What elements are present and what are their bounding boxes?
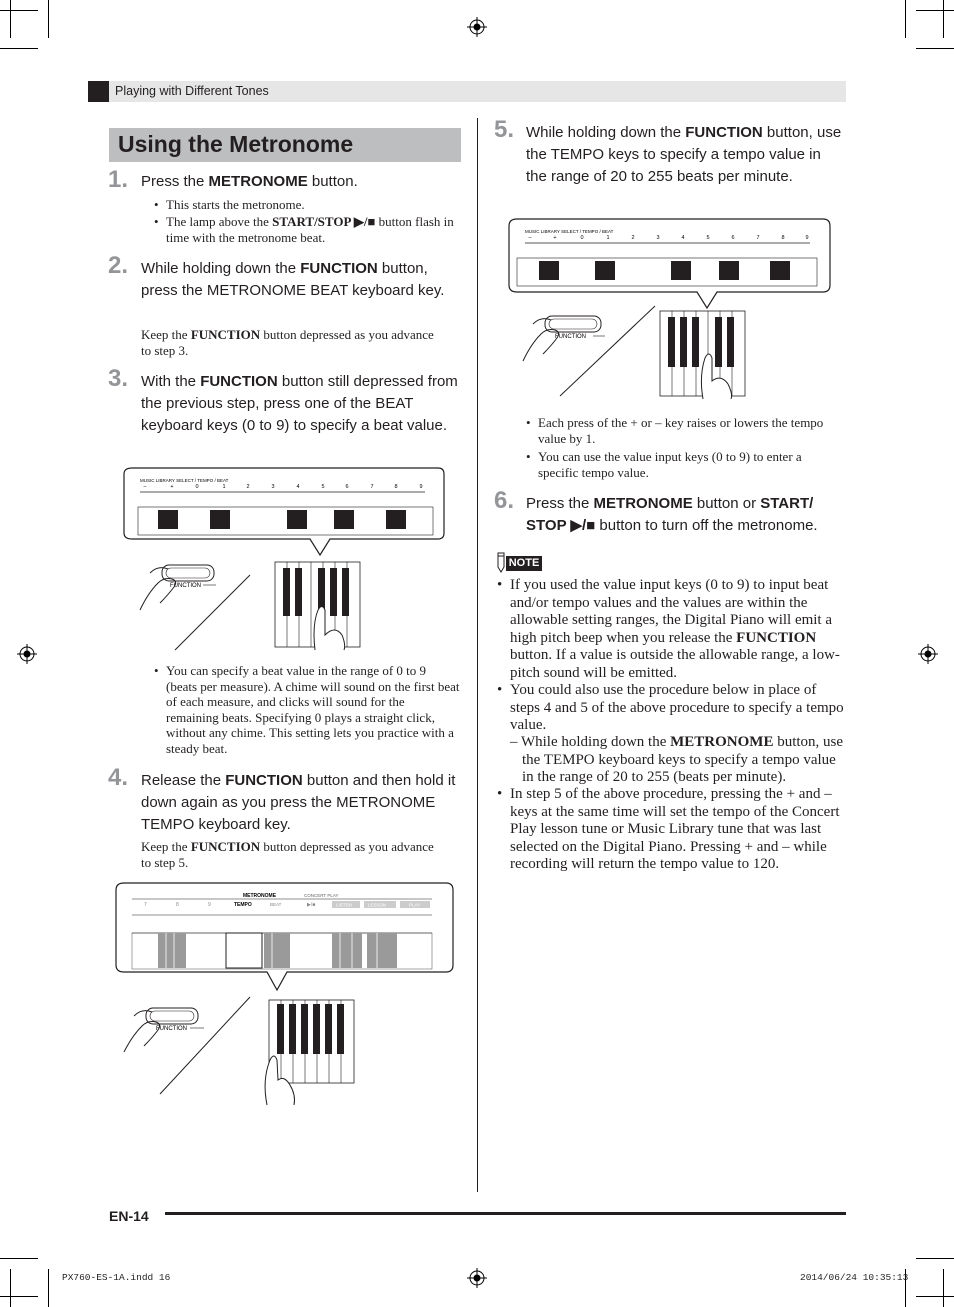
- key-label: 4: [296, 484, 300, 490]
- key-label: 5: [706, 235, 710, 241]
- key-label: 9: [419, 484, 423, 490]
- beat-label: BEAT: [270, 902, 282, 907]
- registration-mark-top: [467, 17, 487, 37]
- key-label: 6: [731, 235, 735, 241]
- step-number-6: 6.: [494, 487, 515, 514]
- note-item-2-sub: – While holding down the METRONOME button, use the TEMPO keyboard keys to specify a tempo value in the range of 20 to 255 (beats per minute).: [510, 734, 844, 785]
- key-label: 8: [781, 235, 785, 241]
- key-label: 6: [345, 484, 349, 490]
- registration-mark-bottom: [467, 1268, 487, 1288]
- step-1-bullet-1: • This starts the metronome.: [154, 197, 305, 212]
- step-6-text: Press the METRONOME button or START/ STOP ▶/■ button to turn off the metronome.: [526, 495, 818, 534]
- registration-mark-left: [17, 644, 37, 664]
- step-2-note: Keep the FUNCTION button depressed as you advance to step 3.: [141, 327, 434, 358]
- panel-label: MUSIC LIBRARY SELECT / TEMPO / BEAT: [525, 229, 614, 234]
- step-number-2: 2.: [108, 252, 129, 279]
- step-number-5: 5.: [494, 116, 515, 143]
- key-label: 7: [370, 484, 374, 490]
- tempo-key-illustration: [112, 880, 458, 1110]
- footer-rule: [165, 1212, 846, 1215]
- section-title: Using the Metronome: [118, 131, 354, 157]
- key-label: 2: [246, 484, 250, 490]
- running-header-block: [88, 81, 109, 102]
- key-label: –: [143, 484, 147, 490]
- key-label: 2: [631, 235, 635, 241]
- function-label: FUNCTION: [170, 583, 201, 589]
- key-label: 1: [222, 484, 226, 490]
- column-divider: [477, 118, 478, 1192]
- step-4-text: Release the FUNCTION button and then hold it down again as you press the METRONOME TEMPO keyboard key.: [141, 772, 456, 833]
- function-label: FUNCTION: [156, 1026, 187, 1032]
- step-1-text: Press the METRONOME button.: [141, 173, 358, 190]
- startstop-label: ▶/■: [307, 902, 316, 908]
- step-2-text: While holding down the FUNCTION button, press the METRONOME BEAT keyboard key.: [141, 260, 445, 299]
- page-number: EN-14: [109, 1208, 149, 1224]
- key-label: +: [170, 484, 174, 490]
- registration-mark-right: [918, 644, 938, 664]
- slug-file: PX760-ES-1A.indd 16: [62, 1272, 171, 1283]
- note-item-1: • If you used the value input keys (0 to 9) to input beat and/or tempo values and the values are within the allowable setting ranges, the Digital Piano will emit a high pitch beep when you release the FUNCTION button. If a value is outside the allowable range, a low-pitch sound will be emitted.: [497, 577, 840, 681]
- step-5-bullet-2: • You can use the value input keys (0 to 9) to enter a specific tempo value.: [526, 449, 802, 480]
- key-label: 9: [805, 235, 809, 241]
- note-badge: NOTE: [506, 556, 542, 571]
- key-label: 3: [656, 235, 660, 241]
- step-5-bullet-1: • Each press of the + or – key raises or lowers the tempo value by 1.: [526, 415, 824, 446]
- key-label: 8: [394, 484, 398, 490]
- lesson-label: LESSON: [368, 902, 387, 908]
- step-3-bullet: • You can specify a beat value in the range of 0 to 9 (beats per measure). A chime will sound on the first beat of each measure, and clicks will sound for the remaining beats. Specifying 0 plays a straight click, without any chime. This setting lets you practice with a steady beat.: [154, 663, 460, 756]
- key-label: –: [528, 235, 532, 241]
- step-3-text: With the FUNCTION button still depressed from the previous step, press one of the BEAT keyboard keys (0 to 9) to specify a beat value.: [141, 373, 458, 434]
- key-label: 5: [321, 484, 325, 490]
- key-label: 3: [271, 484, 275, 490]
- step-number-1: 1.: [108, 166, 129, 193]
- tempo-keys-illustration: [505, 216, 835, 406]
- panel-label: MUSIC LIBRARY SELECT / TEMPO / BEAT: [140, 478, 229, 483]
- metronome-label: METRONOME: [243, 893, 277, 899]
- step-5-text: While holding down the FUNCTION button, use the TEMPO keys to specify a tempo value in the range of 20 to 255 beats per minute.: [526, 124, 842, 185]
- key-label: 0: [195, 484, 199, 490]
- note-item-3: • In step 5 of the above procedure, pressing the + and – keys at the same time will set the tempo of the Concert Play lesson tune or Music Library tune that was last selected on the Digital Piano. Pressing + and – while recording will return the tempo value to 120.: [497, 786, 840, 872]
- key-label: 8: [176, 902, 179, 908]
- note-item-2: • You could also use the procedure below in place of steps 4 and 5 of the above procedure to specify a tempo value.: [497, 682, 844, 733]
- step-4-note: Keep the FUNCTION button depressed as you advance to step 5.: [141, 839, 434, 870]
- step-number-3: 3.: [108, 365, 129, 392]
- listen-label: LISTEN: [336, 902, 352, 908]
- key-label: 7: [756, 235, 760, 241]
- key-label: +: [553, 235, 557, 241]
- running-header-text: Playing with Different Tones: [115, 84, 269, 98]
- function-label: FUNCTION: [555, 334, 586, 340]
- key-label: 7: [144, 902, 147, 908]
- key-label: 4: [681, 235, 685, 241]
- step-number-4: 4.: [108, 764, 129, 791]
- slug-date: 2014/06/24 10:35:13: [800, 1272, 909, 1283]
- key-label: 1: [606, 235, 610, 241]
- key-label: 0: [580, 235, 584, 241]
- play-label: PLAY: [409, 902, 421, 908]
- concert-play-label: CONCERT PLAY: [304, 893, 339, 898]
- tempo-label: TEMPO: [234, 902, 252, 908]
- key-label: 9: [208, 902, 211, 908]
- beat-keys-illustration: [120, 465, 450, 655]
- section-title-box: [109, 128, 461, 162]
- step-1-bullet-2: • The lamp above the START/STOP ▶/■ button flash in time with the metronome beat.: [154, 214, 454, 245]
